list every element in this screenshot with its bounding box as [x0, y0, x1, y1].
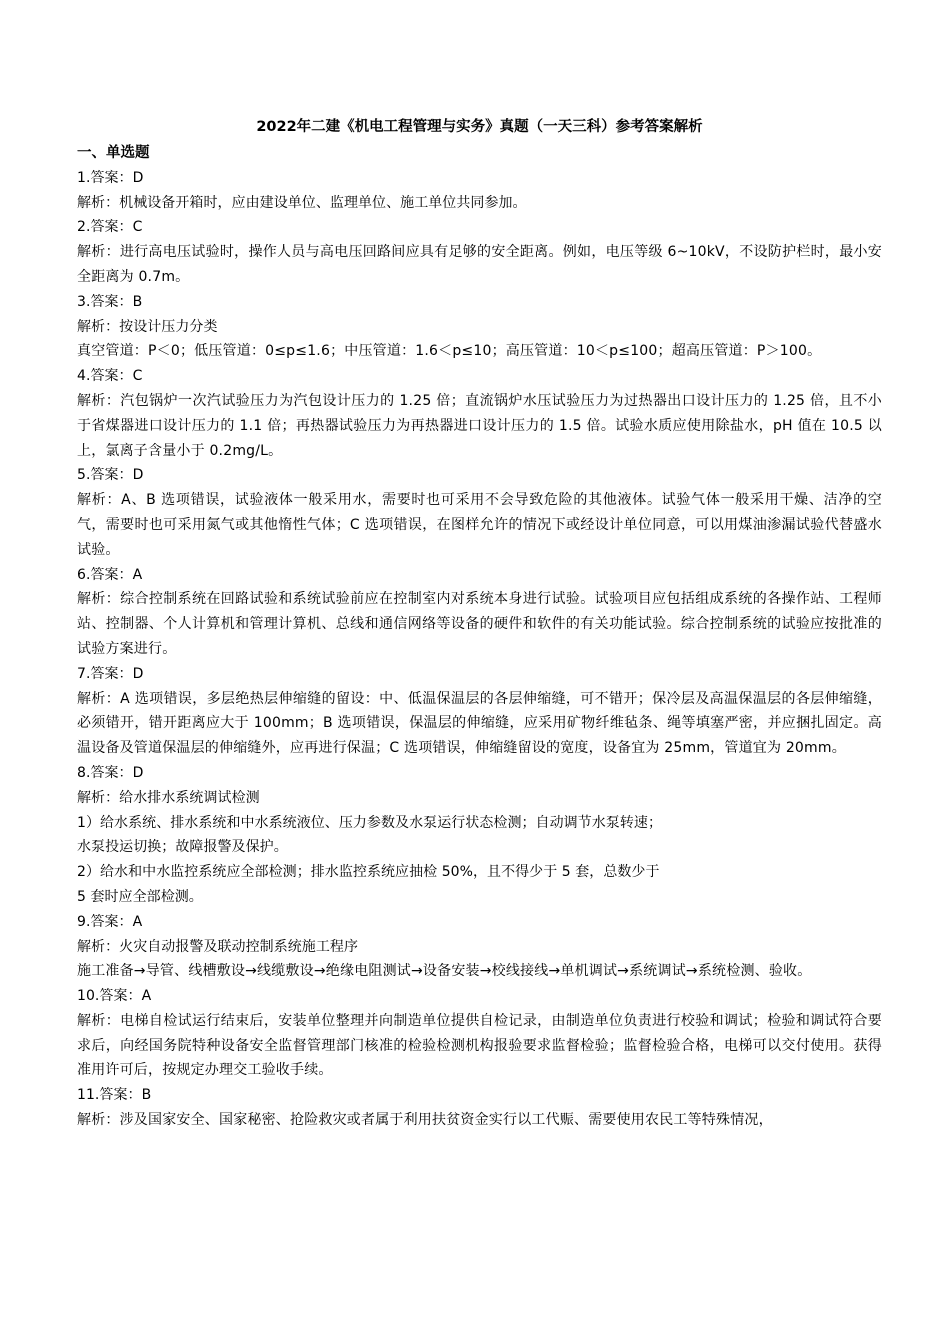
answer-line: 5.答案：D — [77, 467, 144, 484]
answer-line: 7.答案：D — [77, 665, 144, 682]
question-item-3 — [77, 290, 882, 364]
answer-line: 6.答案：A — [77, 566, 143, 583]
question-item-8 — [77, 761, 882, 910]
explanation-line: 解析：按设计压力分类 — [77, 318, 218, 335]
answer-line: 11.答案：B — [77, 1087, 152, 1104]
answer-line: 3.答案：B — [77, 293, 143, 310]
explanation-paragraph: 施工准备→导管、线槽敷设→线缆敷设→绝缘电阻测试→设备安装→校线接线→单机调试→系统调试→系统检测、验收。 — [77, 963, 812, 980]
explanation-paragraph: 解析：A 选项错误，多层绝热层伸缩缝的留设：中、低温保温层的各层伸缩缝，可不错开；保冷层及高温保温层的各层伸缩缝，必须错开，错开距离应大于 100mm；B 选项错误，保温层的伸缩缝，应采用矿物纤维毡条、绳等填塞严密，并应捆扎固定。高温设备及管道保温层的伸缩缝外，应再进行保温；C 选项错误，伸缩缝留设的宽度，设备宜为 25mm，管道宜为 20mm。 — [77, 690, 882, 757]
explanation-line: 解析：火灾自动报警及联动控制系统施工程序 — [77, 938, 358, 955]
question-item-4 — [77, 364, 882, 463]
question-item-9 — [77, 910, 882, 984]
section-heading: 一、单选题 — [77, 145, 150, 161]
explanation-paragraph: 真空管道：P＜0；低压管道：0≤p≤1.6；中压管道：1.6＜p≤10；高压管道：10＜p≤100；超高压管道：P＞100。 — [77, 343, 822, 360]
explanation-line: 1）给水系统、排水系统和中水系统液位、压力参数及水泵运行状态检测；自动调节水泵转速； — [77, 814, 663, 831]
question-item-6 — [77, 563, 882, 662]
document-page — [77, 116, 882, 1133]
explanation-line: 5 套时应全部检测。 — [77, 888, 203, 905]
explanation-paragraph: 解析：涉及国家安全、国家秘密、抢险救灾或者属于利用扶贫资金实行以工代赈、需要使用农民工等特殊情况， — [77, 1112, 773, 1129]
answer-line: 4.答案：C — [77, 368, 143, 385]
question-item-1 — [77, 166, 882, 216]
explanation-paragraph: 解析：综合控制系统在回路试验和系统试验前应在控制室内对系统本身进行试验。试验项目应包括组成系统的各操作站、工程师站、控制器、个人计算机和管理计算机、总线和通信网络等设备的硬件和软件的有关功能试验。综合控制系统的试验应按批准的试验方案进行。 — [77, 591, 882, 657]
answer-line: 9.答案：A — [77, 913, 143, 930]
explanation-paragraph: 解析：汽包锅炉一次汽试验压力为汽包设计压力的 1.25 倍；直流锅炉水压试验压力为过热器出口设计压力的 1.25 倍，且不小于省煤器进口设计压力的 1.1 倍；再热器试验压力为再热器进口设计压力的 1.5 倍。试验水质应使用除盐水，pH 值在 10.5 以上，氯离子含量小于 0.2mg/L。 — [77, 392, 882, 459]
explanation-paragraph: 解析：A、B 选项错误，试验液体一般采用水，需要时也可采用不会导致危险的其他液体。试验气体一般采用干燥、洁净的空气，需要时也可采用氮气或其他惰性气体；C 选项错误，在图样允许的情况下或经设计单位同意，可以用煤油渗漏试验代替盛水试验。 — [77, 492, 882, 558]
document-title: 2022年二建《机电工程管理与实务》真题（一天三科）参考答案解析 — [256, 119, 703, 135]
question-item-10 — [77, 984, 882, 1083]
explanation-line: 解析：给水排水系统调试检测 — [77, 789, 260, 806]
answer-line: 10.答案：A — [77, 988, 152, 1005]
explanation-line: 2）给水和中水监控系统应全部检测；排水监控系统应抽检 50%，且不得少于 5 套，总数少于 — [77, 864, 660, 881]
explanation-paragraph: 解析：电梯自检试运行结束后，安装单位整理并向制造单位提供自检记录，由制造单位负责进行校验和调试；检验和调试符合要求后，向经国务院特种设备安全监督管理部门核准的检验检测机构报验要求监督检验；监督检验合格，电梯可以交付使用。获得准用许可后，按规定办理交工验收手续。 — [77, 1012, 882, 1079]
question-item-2 — [77, 215, 882, 289]
question-item-5 — [77, 463, 882, 562]
answer-line: 2.答案：C — [77, 219, 143, 236]
explanation-line: 水泵投运切换；故障报警及保护。 — [77, 839, 288, 856]
answer-line: 1.答案：D — [77, 169, 144, 186]
answer-line: 8.答案：D — [77, 764, 144, 781]
explanation-paragraph: 解析：进行高电压试验时，操作人员与高电压回路间应具有足够的安全距离。例如，电压等级 6~10kV，不设防护栏时，最小安全距离为 0.7m。 — [77, 244, 882, 285]
explanation-line: 解析：机械设备开箱时，应由建设单位、监理单位、施工单位共同参加。 — [77, 194, 527, 211]
question-item-11 — [77, 1083, 882, 1133]
question-item-7 — [77, 662, 882, 761]
